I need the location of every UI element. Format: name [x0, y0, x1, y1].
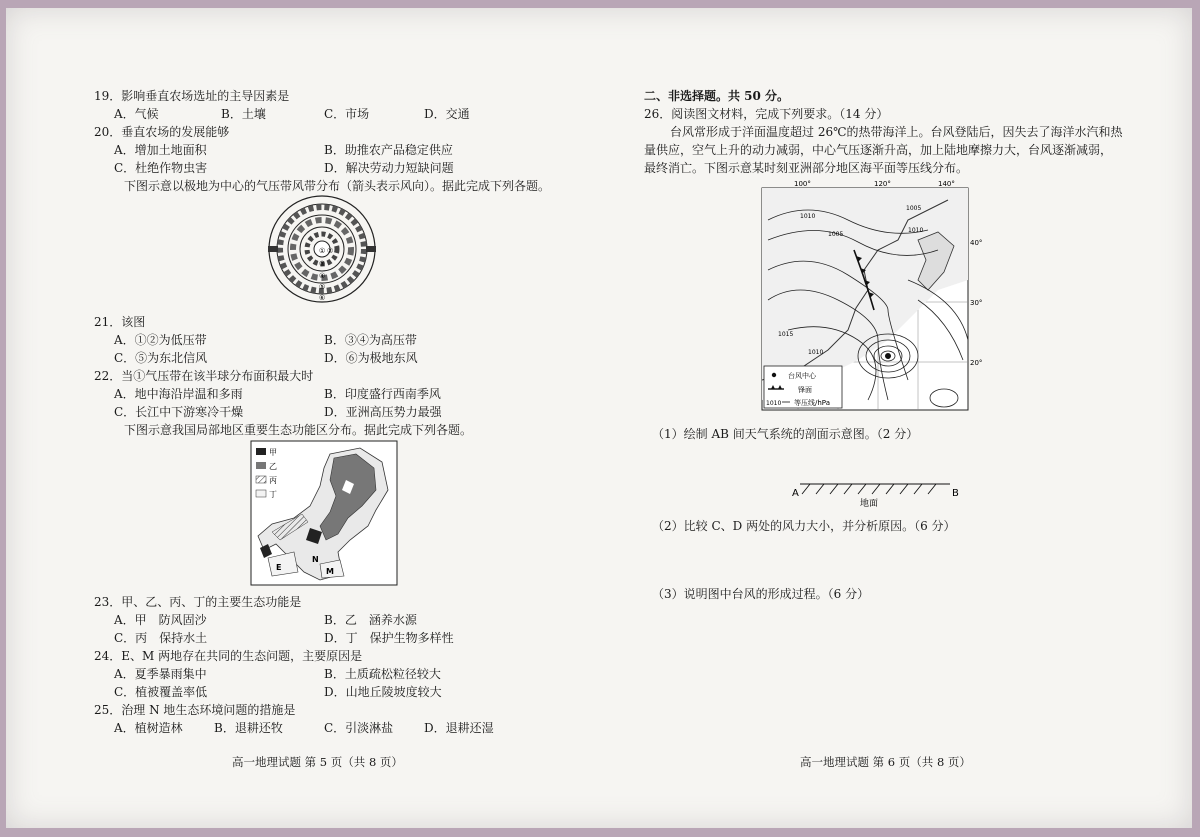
- q19-stem: 19．影响垂直农场选址的主导因素是: [94, 89, 290, 103]
- lat-20: 20°: [970, 359, 983, 367]
- right-page-footer: 高一地理试题 第 6 页（共 8 页）: [800, 755, 971, 769]
- q24-option-b: B．土质疏松粒径较大: [324, 667, 441, 681]
- legend-isobar: 等压线/hPa: [794, 399, 830, 407]
- q26-part-1: （1）绘制 AB 间天气系统的剖面示意图。（2 分）: [652, 427, 919, 441]
- q23-option-a: A．甲 防风固沙: [114, 613, 207, 627]
- eco-zone-map: [250, 440, 398, 586]
- q23-option-c: C．丙 保持水土: [114, 631, 208, 645]
- q21-stem: 21．该图: [94, 315, 146, 329]
- map-label-e: E: [276, 563, 282, 572]
- left-page-footer: 高一地理试题 第 5 页（共 8 页）: [232, 755, 403, 769]
- q19-option-d: D．交通: [424, 107, 470, 121]
- q25-stem: 25．治理 N 地生态环境问题的措施是: [94, 703, 296, 717]
- lat-40: 40°: [970, 239, 983, 247]
- lat-30: 30°: [970, 299, 983, 307]
- label-5: ⑤: [319, 283, 326, 291]
- q23-stem: 23．甲、乙、丙、丁的主要生态功能是: [94, 595, 302, 609]
- q21-option-c: C．⑤为东北信风: [114, 351, 208, 365]
- q22-option-c: C．长江中下游寒冷干燥: [114, 405, 244, 419]
- isobar-map: [758, 180, 984, 412]
- map-label-n: N: [312, 555, 319, 564]
- legend-isobar-sample: 1010: [766, 400, 782, 407]
- isobar-value-2: 1005: [828, 231, 844, 238]
- q26-text-line-1: 台风常形成于洋面温度超过 26℃的热带海洋上。台风登陆后，因失去了海洋水汽和热: [670, 125, 1123, 139]
- legend-typhoon-icon: [772, 373, 776, 377]
- q21-option-b: B．③④为高压带: [324, 333, 417, 347]
- q20-option-d: D．解决劳动力短缺问题: [324, 161, 454, 175]
- q25-option-c: C．引淡淋盐: [324, 721, 394, 735]
- q22-option-a: A．地中海沿岸温和多雨: [114, 387, 243, 401]
- q20-stem: 20．垂直农场的发展能够: [94, 125, 230, 139]
- profile-label-b: B: [952, 488, 959, 499]
- q21-option-d: D．⑥为极地东风: [324, 351, 418, 365]
- profile-label-a: A: [792, 488, 799, 499]
- q23-option-b: B．乙 涵养水源: [324, 613, 417, 627]
- label-1: ①: [319, 247, 326, 255]
- q25-option-a: A．植树造林: [114, 721, 183, 735]
- isobar-value-3: 1005: [906, 205, 922, 212]
- lon-120: 120°: [874, 180, 891, 188]
- isobar-value-5: 1015: [778, 331, 794, 338]
- q24-option-a: A．夏季暴雨集中: [114, 667, 207, 681]
- ab-profile-ground: [790, 466, 970, 508]
- exam-sheet: [6, 8, 1192, 828]
- q25-option-d: D．退耕还湿: [424, 721, 494, 735]
- isobar-value-1: 1010: [800, 213, 816, 220]
- legend-jia: 甲: [269, 448, 277, 457]
- label-3: ③: [319, 260, 326, 268]
- q22-option-b: B．印度盛行西南季风: [324, 387, 441, 401]
- q22-option-d: D．亚洲高压势力最强: [324, 405, 442, 419]
- legend-bing: 丙: [269, 476, 277, 485]
- intro-23-25: 下图示意我国局部地区重要生态功能区分布。据此完成下列各题。: [124, 423, 473, 437]
- q25-option-b: B．退耕还牧: [214, 721, 283, 735]
- section-title: 二、非选择题。共 50 分。: [644, 89, 790, 103]
- q20-option-b: B．助推农产品稳定供应: [324, 143, 453, 157]
- q24-option-d: D．山地丘陵坡度较大: [324, 685, 442, 699]
- q26-part-3: （3）说明图中台风的形成过程。（6 分）: [652, 587, 870, 601]
- legend-yi: 乙: [269, 462, 277, 471]
- q26-text-line-2: 量供应，空气上升的动力减弱，中心气压逐渐升高，加上陆地摩擦力大，台风逐渐减弱，: [644, 143, 1113, 157]
- isobar-value-6: 1010: [808, 349, 824, 356]
- q22-stem: 22．当①气压带在该半球分布面积最大时: [94, 369, 314, 383]
- isobar-value-4: 1010: [908, 227, 924, 234]
- q20-option-a: A．增加土地面积: [114, 143, 207, 157]
- q26-part-2: （2）比较 C、D 两处的风力大小，并分析原因。（6 分）: [652, 519, 956, 533]
- q26-text-line-3: 最终消亡。下图示意某时刻亚洲部分地区海平面等压线分布。: [644, 161, 969, 175]
- pressure-belt-diagram: [264, 194, 380, 304]
- q23-option-d: D．丁 保护生物多样性: [324, 631, 454, 645]
- legend-typhoon: 台风中心: [788, 372, 816, 380]
- label-2: ②: [327, 247, 334, 255]
- label-4: ④: [319, 272, 326, 280]
- intro-21-22: 下图示意以极地为中心的气压带风带分布（箭头表示风向）。据此完成下列各题。: [124, 179, 551, 193]
- legend-front: 锋面: [798, 386, 812, 394]
- q26-stem: 26．阅读图文材料，完成下列要求。（14 分）: [644, 107, 889, 121]
- profile-ground-label: 地面: [860, 499, 879, 508]
- typhoon-center-icon: [885, 353, 891, 359]
- legend-ding: 丁: [269, 490, 277, 499]
- q19-option-b: B．土壤: [221, 107, 266, 121]
- q24-option-c: C．植被覆盖率低: [114, 685, 208, 699]
- q20-option-c: C．杜绝作物虫害: [114, 161, 208, 175]
- label-6: ⑥: [319, 294, 326, 302]
- lon-140: 140°: [938, 180, 955, 188]
- q19-option-c: C．市场: [324, 107, 370, 121]
- map-label-m: M: [326, 567, 334, 576]
- lon-100: 100°: [794, 180, 811, 188]
- q21-option-a: A．①②为低压带: [114, 333, 207, 347]
- q24-stem: 24．E、M 两地存在共同的生态问题，主要原因是: [94, 649, 363, 663]
- q19-option-a: A．气候: [114, 107, 159, 121]
